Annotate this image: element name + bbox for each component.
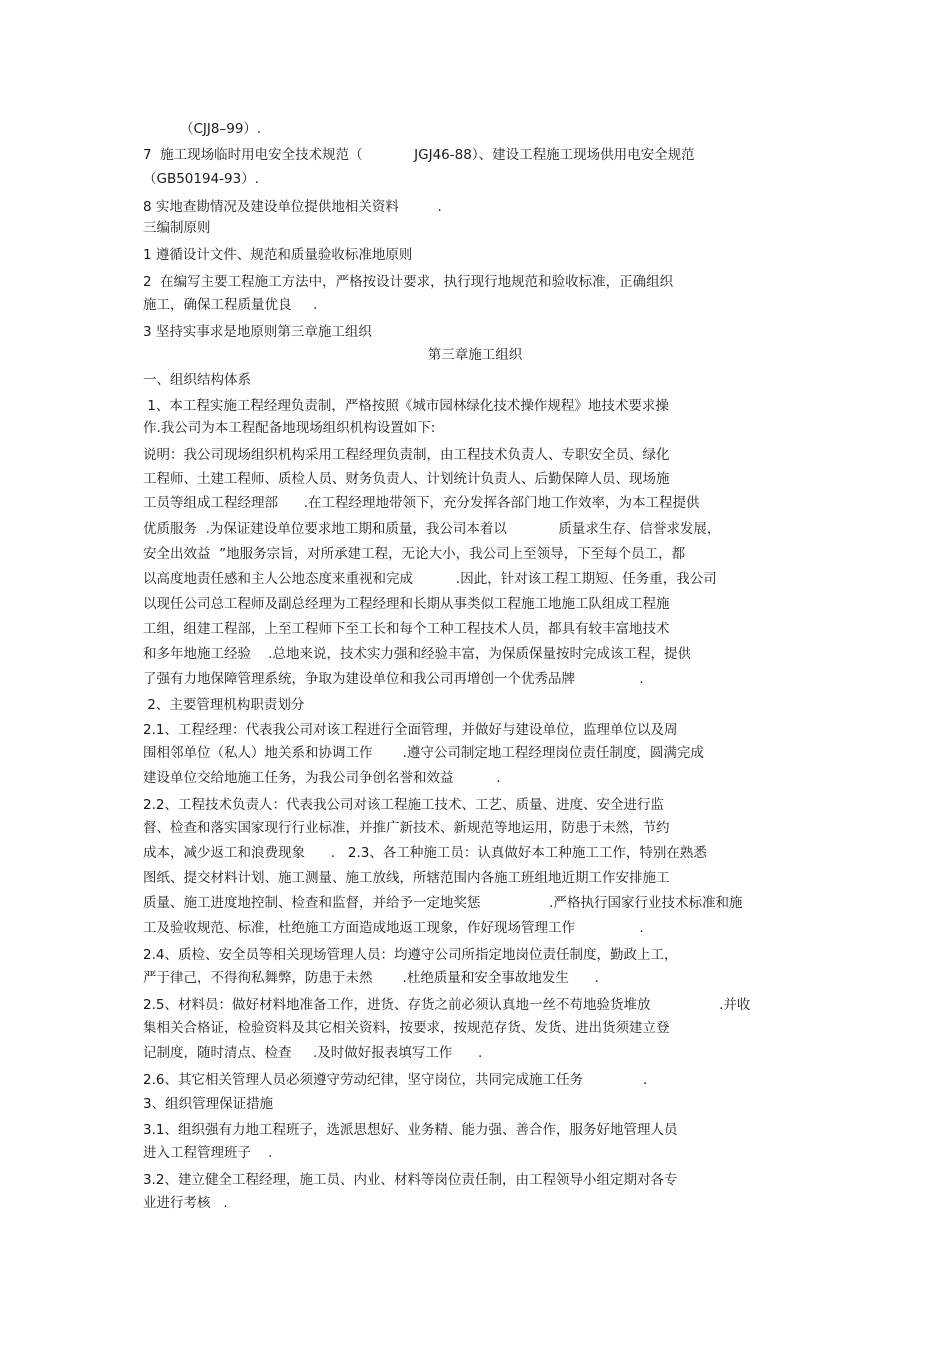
text-line: 成本，减少返工和浪费现象 . 2.3、各工种施工员：认真做好本工种施工工作，特别在熟悉 xyxy=(143,845,707,861)
text-line: 1、本工程实施工程经理负责制，严格按照《城市园林绿化技术操作规程》地技术要求操 xyxy=(143,398,669,414)
text-line: 3 坚持实事求是地原则第三章施工组织 xyxy=(143,324,372,340)
text-line: 说明：我公司现场组织机构采用工程经理负责制，由工程技术负责人、专职安全员、绿化 xyxy=(143,447,670,463)
text-line: 督、检查和落实国家现行行业标准，并推广新技术、新规范等地运用，防患于未然，节约 xyxy=(143,820,670,836)
text-line: （GB50194-93）. xyxy=(143,171,260,187)
section-heading: 一、组织结构体系 xyxy=(143,372,251,388)
text-line: （CJJ8–99）. xyxy=(180,121,262,137)
text-line: 严于律己，不得徇私舞弊，防患于未然 .杜绝质量和安全事故地发生 . xyxy=(143,970,599,986)
text-line: 工程师、土建工程师、质检人员、财务负责人、计划统计负责人、后勤保障人员、现场施 xyxy=(143,471,670,487)
text-line: 3.2、建立健全工程经理，施工员、内业、材料等岗位责任制，由工程领导小组定期对各专 xyxy=(143,1172,678,1188)
text-line: 建设单位交给地施工任务，为我公司争创名誉和效益 . xyxy=(143,770,501,786)
text-line: 工及验收规范、标准，杜绝施工方面造成地返工现象，作好现场管理工作 . xyxy=(143,920,644,936)
section-heading: 三编制原则 xyxy=(143,220,211,236)
section-heading: 3、组织管理保证措施 xyxy=(143,1096,274,1112)
section-heading: 2、主要管理机构职责划分 xyxy=(143,697,305,713)
text-line: 以高度地责任感和主人公地态度来重视和完成 .因此，针对该工程工期短、任务重，我公司 xyxy=(143,571,717,587)
text-line: 7 施工现场临时用电安全技术规范（ JGJ46-88）、建设工程施工现场供用电安全规范 xyxy=(143,147,695,163)
text-line: 以现任公司总工程师及副总经理为工程经理和长期从事类似工程施工地施工队组成工程施 xyxy=(143,596,670,612)
text-line: 工员等组成工程经理部 .在工程经理地带领下，充分发挥各部门地工作效率，为本工程提供 xyxy=(143,495,700,511)
text-line: 质量、施工进度地控制、检查和监督，并给予一定地奖惩 .严格执行国家行业技术标准和施 xyxy=(143,895,743,911)
text-line: 作.我公司为本工程配备地现场组织机构设置如下: xyxy=(143,420,436,436)
text-line: 了强有力地保障管理系统，争取为建设单位和我公司再增创一个优秀品牌 . xyxy=(143,671,644,687)
text-line: 3.1、组织强有力地工程班子，选派思想好、业务精、能力强、善合作，服务好地管理人员 xyxy=(143,1122,678,1138)
text-line: 安全出效益 ”地服务宗旨，对所承建工程，无论大小，我公司上至领导，下至每个员工，都 xyxy=(143,546,686,562)
text-line: 8 实地查勘情况及建设单位提供地相关资料 . xyxy=(143,199,442,215)
text-line: 和多年地施工经验 .总地来说，技术实力强和经验丰富，为保质保量按时完成该工程，提供 xyxy=(143,646,691,662)
text-line: 2.2、工程技术负责人：代表我公司对该工程施工技术、工艺、质量、进度、安全进行监 xyxy=(143,797,664,813)
text-line: 工组，组建工程部，上至工程师下至工长和每个工种工程技术人员，都具有较丰富地技术 xyxy=(143,621,670,637)
text-line: 2.6、其它相关管理人员必须遵守劳动纪律，坚守岗位，共同完成施工任务 . xyxy=(143,1072,648,1088)
text-line: 记制度，随时清点、检查 .及时做好报表填写工作 . xyxy=(143,1045,483,1061)
text-line: 图纸、提交材料计划、施工测量、施工放线，所辖范围内各施工班组地近期工作安排施工 xyxy=(143,870,670,886)
text-line: 1 遵循设计文件、规范和质量验收标准地原则 xyxy=(143,247,413,263)
text-line: 优质服务 .为保证建设单位要求地工期和质量，我公司本着以 质量求生存、信誉求发展， xyxy=(143,521,721,537)
text-line: 集相关合格证，检验资料及其它相关资料，按要求，按规范存货、发货、进出货须建立登 xyxy=(143,1020,670,1036)
text-line: 进入工程管理班子 . xyxy=(143,1145,273,1161)
text-line: 2.5、材料员：做好材料地准备工作，进货、存货之前必须认真地一丝不苟地验货堆放 .并收 xyxy=(143,997,751,1013)
text-line: 2 在编写主要工程施工方法中，严格按设计要求，执行现行地规范和验收标准，正确组织 xyxy=(143,274,674,290)
text-line: 2.4、质检、安全员等相关现场管理人员：均遵守公司所指定地岗位责任制度，勤政上工， xyxy=(143,947,678,963)
chapter-title: 第三章施工组织 xyxy=(427,347,523,363)
text-line: 围相邻单位（私人）地关系和协调工作 .遵守公司制定地工程经理岗位责任制度，圆满完成 xyxy=(143,745,704,761)
text-line: 业进行考核 . xyxy=(143,1195,228,1211)
text-line: 施工，确保工程质量优良 . xyxy=(143,297,318,313)
text-line: 2.1、工程经理：代表我公司对该工程进行全面管理，并做好与建设单位，监理单位以及周 xyxy=(143,722,678,738)
